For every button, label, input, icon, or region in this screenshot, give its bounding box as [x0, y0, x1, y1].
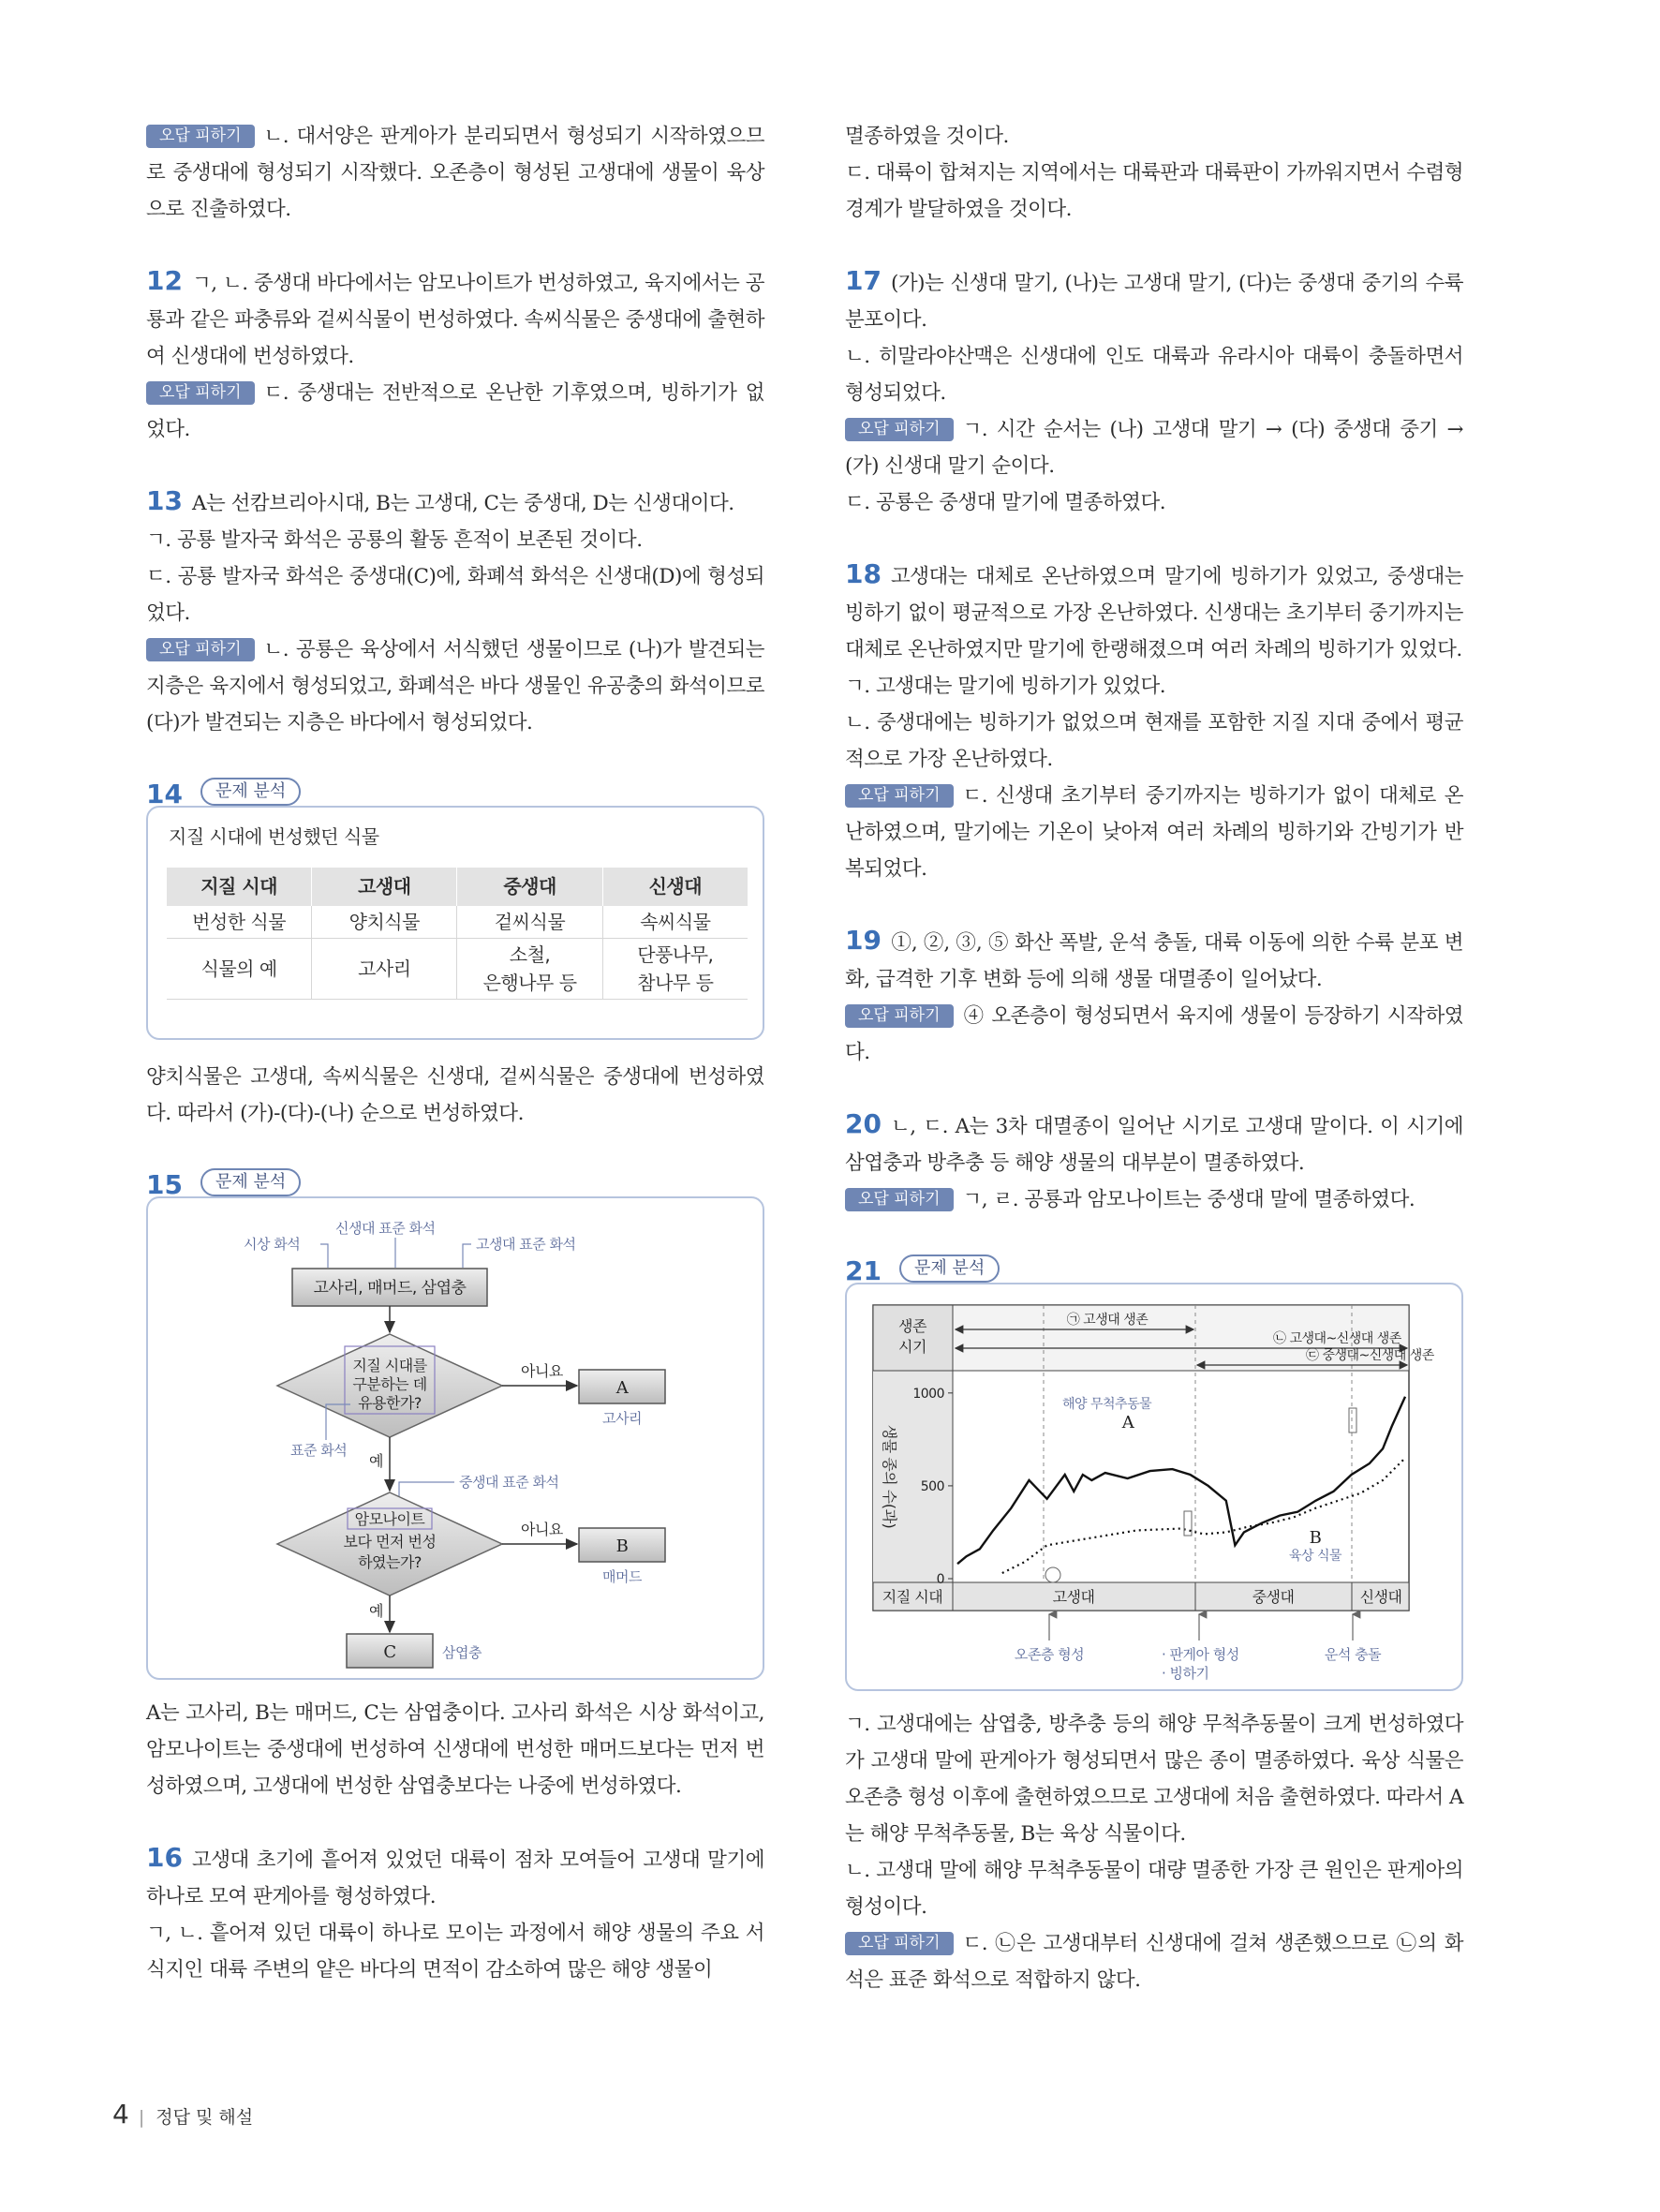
event-label: 오존층 형성 — [1014, 1646, 1085, 1663]
answer-17: 17 (가)는 신생대 말기, (나)는 고생대 말기, (다)는 중생대 중기의 수륙 분포이다. — [845, 265, 1463, 332]
event-label: · 판게아 형성 — [1162, 1646, 1239, 1663]
table-header: 고생대 — [312, 868, 457, 906]
right-column — [845, 118, 1463, 1998]
page-number: 4 — [112, 2099, 129, 2130]
question-number: 13 — [146, 485, 183, 516]
question-number: 19 — [845, 925, 882, 956]
answer-20: 20 ㄴ, ㄷ. A는 3차 대멸종이 일어난 시기로 고생대 말이다. 이 시기에 삼엽충과 방추충 등 해양 생물의 대부분이 멸종하였다. — [845, 1108, 1463, 1175]
answer-13: 13 A는 선캄브리아시대, B는 고생대, C는 중생대, D는 신생대이다. — [146, 485, 734, 516]
label-standard-fossil: 표준 화석 — [290, 1442, 348, 1459]
era-label: 지질 시대 — [882, 1588, 943, 1606]
y-tick-label: 500 — [920, 1478, 944, 1494]
table-cell: 식물의 예 — [167, 939, 312, 1000]
answer-14: 양치식물은 고생대, 속씨식물은 신생대, 겉씨식물은 중생대에 번성하였다. 따라서 (가)-(다)-(나) 순으로 번성하였다. — [146, 1065, 764, 1125]
q15-analysis-box — [146, 1196, 764, 1680]
question-number: 18 — [845, 558, 882, 589]
question-number: 16 — [146, 1842, 183, 1873]
analysis-pill: 문제 분석 — [200, 778, 301, 806]
label-cenozoic-std: 신생대 표준 화석 — [335, 1220, 436, 1237]
avoid-badge: 오답 피하기 — [845, 784, 954, 808]
table-cell: 단풍나무, 참나무 등 — [602, 939, 748, 1000]
answer-12-avoid: 오답 피하기 ㄷ. 중생대는 전반적으로 온난한 기후였으며, 빙하기가 없었다. — [146, 381, 764, 441]
plants-table — [167, 868, 748, 1000]
answer-19: 19 ①, ②, ③, ⑤ 화산 폭발, 운석 충돌, 대륙 이동에 의한 수륙 분포 변화, 급격한 기후 변화 등에 의해 생물 대멸종이 일어났다. — [845, 925, 1463, 991]
answer-18-line: ㄴ. 중생대에는 빙하기가 없었으며 현재를 포함한 지질 지대 중에서 평균적으로 가장 온난하였다. — [845, 711, 1463, 771]
q14-analysis-box — [146, 806, 764, 1040]
answer-16-line: ㄷ. 대륙이 합쳐지는 지역에서는 대륙판과 대륙판이 가까워지면서 수렴형 경계가 발달하였을 것이다. — [845, 161, 1463, 221]
answer-17-line: ㄷ. 공룡은 중생대 말기에 멸종하였다. — [845, 491, 1166, 514]
page-footer: 4 | 정답 및 해설 — [112, 2099, 254, 2130]
result-b-name: 매머드 — [602, 1568, 642, 1585]
question-number: 15 — [146, 1169, 183, 1200]
table-cell: 양치식물 — [312, 906, 457, 939]
left-column — [146, 118, 764, 1988]
avoid-badge: 오답 피하기 — [845, 418, 954, 441]
decision-2-text: 하였는가? — [358, 1553, 422, 1571]
start-box-label: 고사리, 매머드, 삼엽충 — [313, 1279, 467, 1298]
era-row — [873, 1582, 1409, 1611]
answer-15: A는 고사리, B는 매머드, C는 삼엽충이다. 고사리 화석은 시상 화석이고, 암모나이트는 중생대에 번성하여 신생대에 번성한 매머드보다는 먼저 번성하였으며, 고생대에 번성한 삼엽충보다는 나중에 번성하였다. — [146, 1701, 764, 1798]
answer-16-line: ㄱ, ㄴ. 흩어져 있던 대륙이 하나로 모이는 과정에서 해양 생물의 주요 서식지인 대륙 주변의 얕은 바다의 면적이 감소하여 많은 해양 생물이 — [146, 1922, 764, 1982]
q21-analysis-box — [845, 1283, 1463, 1691]
avoid-badge: 오답 피하기 — [845, 1188, 954, 1211]
answer-16: 16 고생대 초기에 흩어져 있었던 대륙이 점차 모여들어 고생대 말기에 하나로 모여 판게아를 형성하였다. — [146, 1842, 764, 1908]
label-paleozoic-std: 고생대 표준 화석 — [476, 1236, 576, 1253]
result-a-name: 고사리 — [602, 1410, 642, 1427]
table-title: 지질 시대에 번성했던 식물 — [169, 825, 379, 848]
avoid-badge: 오답 피하기 — [146, 638, 255, 661]
range-label: ㉠ 고생대 생존 — [1066, 1313, 1149, 1328]
question-number: 14 — [146, 779, 183, 809]
era-name: 고생대 — [1052, 1588, 1095, 1606]
answer-20-avoid: 오답 피하기 ㄱ, ㄹ. 공룡과 암모나이트는 중생대 말에 멸종하였다. — [845, 1181, 1463, 1218]
avoid-badge: 오답 피하기 — [845, 1004, 954, 1028]
survival-label: 시기 — [898, 1338, 926, 1356]
decision-2-text: 암모나이트 — [354, 1510, 425, 1528]
answer-18-avoid: 오답 피하기 ㄷ. 신생대 초기부터 중기까지는 빙하기가 없이 대체로 온난하였으며, 말기에는 기온이 낮아져 여러 차례의 빙하기와 간빙기가 반복되었다. — [845, 784, 1463, 881]
avoid-badge: 오답 피하기 — [845, 1932, 954, 1955]
table-cell: 겉씨식물 — [457, 906, 602, 939]
table-cell: 번성한 식물 — [167, 906, 312, 939]
table-cell: 속씨식물 — [602, 906, 748, 939]
answer-21-avoid: 오답 피하기 ㄷ. ㉡은 고생대부터 신생대에 걸쳐 생존했으므로 ㉡의 화석은 표준 화석으로 적합하지 않다. — [845, 1932, 1463, 1992]
result-b: B — [615, 1537, 629, 1556]
answer-13-line: ㄷ. 공룡 발자국 화석은 중생대(C)에, 화폐석 화석은 신생대(D)에 형성되었다. — [146, 565, 764, 625]
event-label: 운석 충돌 — [1324, 1646, 1382, 1663]
question-number: 21 — [845, 1255, 882, 1286]
leader-line — [463, 1244, 471, 1268]
answer-21: ㄱ. 고생대에는 삼엽충, 방추충 등의 해양 무척추동물이 크게 번성하였다가 고생대 말에 판게아가 형성되면서 많은 종이 멸종하였다. 육상 식물은 오존층 형성 이후에 출현하였으므로 고생대에 처음 출현하였다. 따라서 A는 해양 무척추동물, B는 육상 식물이다. — [845, 1713, 1463, 1846]
label-index-fossil: 시상 화석 — [244, 1236, 301, 1253]
no-label: 아니요 — [521, 1521, 563, 1538]
result-a: A — [615, 1378, 629, 1398]
question-number: 12 — [146, 265, 183, 296]
survival-label: 생존 — [898, 1317, 926, 1335]
series-b-label: B — [1309, 1528, 1322, 1548]
yes-label: 예 — [369, 1602, 383, 1620]
footer-title: 정답 및 해설 — [156, 2107, 254, 2128]
label-mesozoic-std: 중생대 표준 화석 — [459, 1474, 559, 1491]
table-header: 중생대 — [457, 868, 602, 906]
era-name: 신생대 — [1359, 1588, 1402, 1606]
table-header: 신생대 — [602, 868, 748, 906]
y-tick-label: 0 — [936, 1572, 944, 1587]
result-c: C — [383, 1642, 396, 1662]
table-cell: 고사리 — [312, 939, 457, 1000]
answer-18-line: ㄱ. 고생대는 말기에 빙하기가 있었다. — [845, 675, 1166, 698]
avoid-badge: 오답 피하기 — [146, 125, 255, 148]
era-name: 중생대 — [1252, 1588, 1295, 1606]
answer-19-avoid: 오답 피하기 ④ 오존층이 형성되면서 육지에 생물이 등장하기 시작하였다. — [845, 1004, 1463, 1064]
answer-13-avoid: 오답 피하기 ㄴ. 공룡은 육상에서 서식했던 생물이므로 (나)가 발견되는 지층은 육지에서 형성되었고, 화폐석은 바다 생물인 유공충의 화석이므로 (다)가 발견되는 지층은 바다에서 형성되었다. — [146, 638, 764, 735]
answer-13-line: ㄱ. 공룡 발자국 화석은 공룡의 활동 흔적이 보존된 것이다. — [146, 528, 643, 552]
answer-18: 18 고생대는 대체로 온난하였으며 말기에 빙하기가 있었고, 중생대는 빙하기 없이 평균적으로 가장 온난하였다. 신생대는 초기부터 중기까지는 대체로 온난하였지만 말기에 한랭해졌으며 여러 차례의 빙하기가 있었다. — [845, 558, 1463, 661]
no-label: 아니요 — [521, 1362, 563, 1380]
answer-11-avoid: 오답 피하기 ㄴ. 대서양은 판게아가 분리되면서 형성되기 시작하였으므로 중생대에 형성되기 시작했다. 오존층이 형성된 고생대에 생물이 육상으로 진출하였다. — [146, 125, 764, 221]
series-a-label: A — [1121, 1413, 1134, 1433]
question-number: 20 — [845, 1108, 882, 1139]
y-tick-label: 1000 — [912, 1386, 944, 1402]
range-label: ㉢ 중생대~신생대 생존 — [1306, 1348, 1434, 1363]
question-number: 17 — [845, 265, 882, 296]
answer-21-line: ㄴ. 고생대 말에 해양 무척추동물이 대량 멸종한 가장 큰 원인은 판게아의 형성이다. — [845, 1859, 1463, 1919]
analysis-pill: 문제 분석 — [899, 1254, 1000, 1283]
avoid-badge: 오답 피하기 — [146, 381, 255, 405]
decision-1-text: 지질 시대를 — [352, 1357, 427, 1374]
answer-17-line: ㄴ. 히말라야산맥은 신생대에 인도 대륙과 유라시아 대륙이 충돌하면서 형성되었다. — [845, 345, 1463, 405]
yes-label: 예 — [369, 1452, 383, 1470]
decision-2-text: 보다 먼저 번성 — [343, 1533, 437, 1551]
answer-16-cont: 멸종하였을 것이다. — [845, 125, 1009, 148]
event-label: · 빙하기 — [1162, 1665, 1209, 1682]
decision-1-text: 구분하는 데 — [352, 1375, 427, 1393]
table-header: 지질 시대 — [167, 868, 312, 906]
fossil-flowchart — [148, 1198, 763, 1674]
y-axis-label: 생물 종의 수(과) — [881, 1424, 898, 1529]
leader-line — [320, 1244, 328, 1268]
result-c-name: 삼엽충 — [442, 1644, 482, 1661]
answer-17-avoid: 오답 피하기 ㄱ. 시간 순서는 (나) 고생대 말기 → (다) 중생대 중기 → (가) 신생대 말기 순이다. — [845, 418, 1463, 478]
decision-1-text: 유용한가? — [358, 1394, 422, 1412]
series-a-name: 해양 무척추동물 — [1062, 1397, 1152, 1412]
range-label: ㉡ 고생대~신생대 생존 — [1273, 1331, 1401, 1346]
table-cell: 소철, 은행나무 등 — [457, 939, 602, 1000]
series-b-name: 육상 식물 — [1288, 1549, 1342, 1564]
species-chart — [847, 1284, 1461, 1685]
answer-12: 12 ㄱ, ㄴ. 중생대 바다에서는 암모나이트가 번성하였고, 육지에서는 공룡과 같은 파충류와 겉씨식물이 번성하였다. 속씨식물은 중생대에 출현하여 신생대에 번성하였다. — [146, 265, 764, 368]
analysis-pill: 문제 분석 — [200, 1168, 301, 1196]
